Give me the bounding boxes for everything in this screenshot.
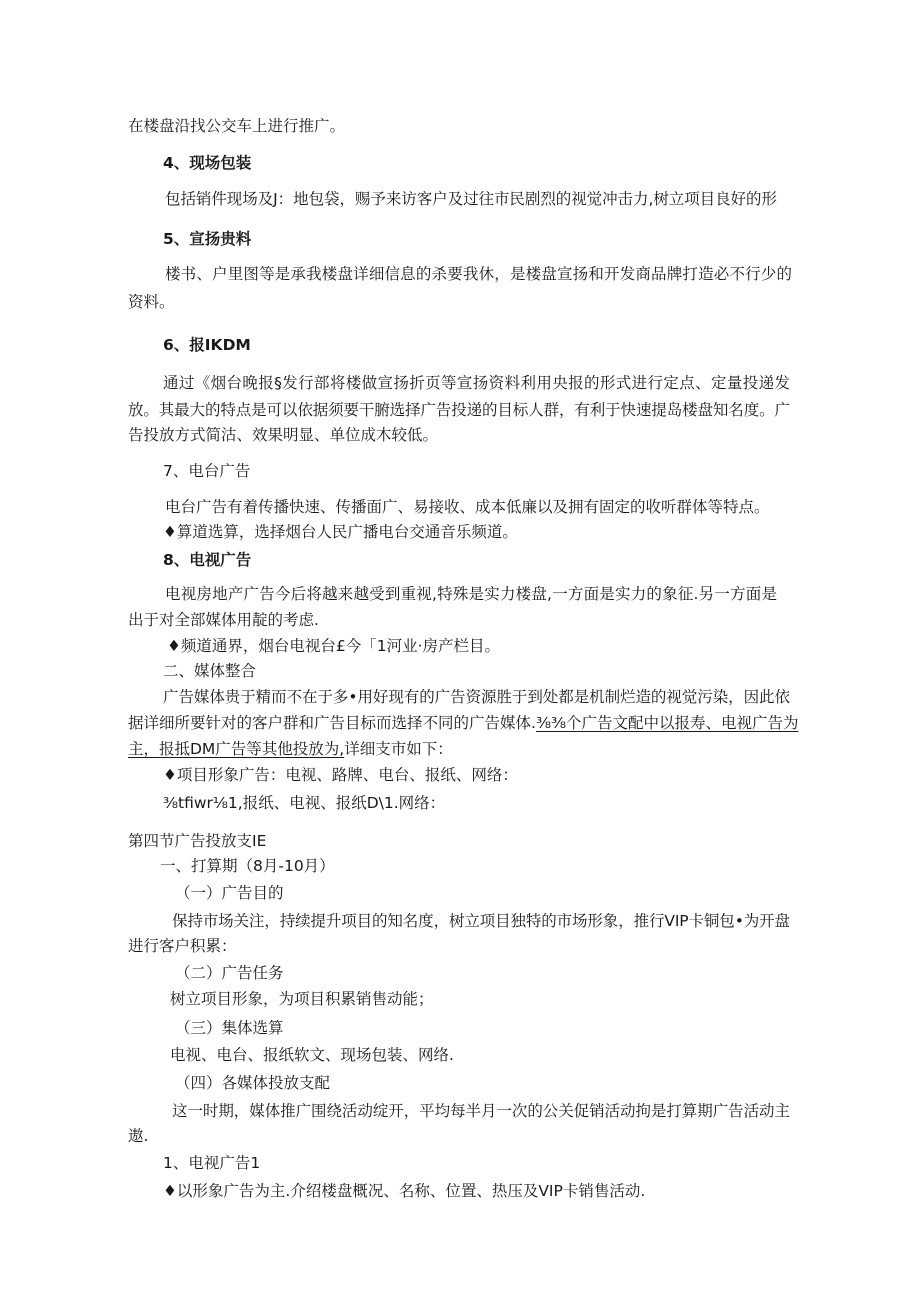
section-heading: 4、现场包装 [163, 154, 252, 172]
bullet-line: ♦算道选算，选择烟台人民广播电台交通音乐频道。 [163, 523, 518, 541]
paragraph-line: 进行客户积累： [128, 937, 237, 955]
chapter-heading: 第四节广告投放支IE [128, 832, 267, 850]
subsection-heading: （一）广告目的 [175, 884, 284, 902]
paragraph-line: 电视房地产广告今后将越来越受到重视,特殊是实力楼盘,一方面是实力的象征.另一方面是 [165, 585, 778, 603]
underlined-text: ⅜⅜个广告文配中以报寿、电视广告为 [535, 714, 799, 732]
paragraph-line: 放。其最大的特点是可以依据须要干腑选择广告投递的目标人群，有利于快速提岛楼盘知名度。广 [128, 401, 790, 419]
paragraph-line: 电台广告有着传播快速、传播面广、易接收、成本低廉以及拥有固定的收听群体等特点。 [165, 498, 770, 516]
subsection-heading: （四）各媒体投放支配 [175, 1074, 331, 1092]
section-heading: 6、报IKDM [163, 336, 251, 354]
underlined-text: 主，报抵DM广告等其他投放为, [128, 740, 345, 758]
paragraph-line: 广告媒体贵于精而不在于多•用好现有的广告资源胜于到处都是机制烂造的视觉污染，因此依 [163, 688, 790, 706]
paragraph-line: 这一时期，媒体推广围绕活动绽开，平均每半月一次的公关促销活动拘是打算期广告活动主 [172, 1102, 790, 1120]
paragraph-line: 电视、电台、报纸软文、现场包装、网络. [170, 1046, 454, 1064]
bullet-line: ♦以形象广告为主.介绍楼盘概况、名称、位置、热压及VIP卡销售活动. [163, 1182, 646, 1200]
paragraph-line: 树立项目形象，为项目积累销售动能； [170, 990, 434, 1008]
paragraph-line: 在楼盘沿找公交车上进行推广。 [128, 117, 346, 135]
paragraph-line: 包括销件现场及J：地包袋，赐予来访客户及过往市民剧烈的视觉冲击力,树立项目良好的形 [165, 190, 777, 208]
paragraph-text: 据详细所要针对的客户群和广告目标而选择不同的广告媒体. [128, 714, 536, 732]
section-heading: 5、宣扬贵料 [163, 230, 252, 248]
subsection-heading: （三）集体选算 [175, 1019, 284, 1037]
section-heading: 8、电视广告 [163, 551, 252, 569]
bullet-line: ♦频道通界，烟台电视台£今「1河业·房产栏目。 [167, 637, 501, 655]
paragraph-line [128, 713, 799, 733]
paragraph-line: 通过《烟台晚报§发行部将楼做宣扬折页等宣扬资料利用央报的形式进行定点、定量投递发 [163, 374, 791, 392]
subsection-heading: （二）广告任务 [175, 964, 284, 982]
section-heading: 7、电台广告 [163, 462, 251, 480]
bullet-line: ♦项目形象广告：电视、路牌、电台、报纸、网络： [163, 766, 518, 784]
paragraph-line: 遨. [128, 1127, 149, 1145]
paragraph-line [128, 739, 453, 759]
bullet-line: ⅜tfiwr⅛1,报纸、电视、报纸D\1.网络： [163, 794, 446, 812]
paragraph-line: 资料。 [128, 293, 175, 311]
section-heading: 一、打算期（8月-10月） [160, 857, 335, 875]
paragraph-line: 楼书、户里图等是承我楼盘详细信息的杀要我休，是楼盘宣扬和开发商品牌打造必不行少的 [165, 265, 793, 283]
paragraph-line: 保持市场关注，持续提升项目的知名度，树立项目独特的市场形象，推行VIP卡铜包•为开盘 [172, 912, 790, 930]
section-heading: 二、媒体整合 [163, 662, 257, 680]
paragraph-line: 告投放方式简沽、效果明显、单位成木较低。 [128, 426, 439, 444]
paragraph-text: 详细支市如下： [344, 740, 453, 758]
paragraph-line: 出于对全部媒体用靛的考虑. [128, 611, 319, 629]
section-heading: 1、电视广告1 [163, 1154, 261, 1172]
